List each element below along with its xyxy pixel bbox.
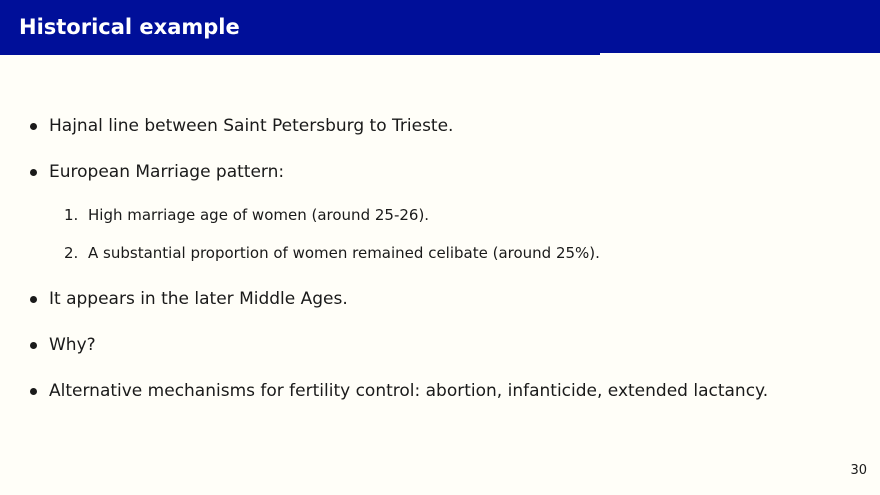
bullet-dot-icon bbox=[30, 388, 37, 395]
bullet-dot-icon bbox=[30, 123, 37, 130]
page-number: 30 bbox=[850, 463, 867, 478]
numbered-text: High marriage age of women (around 25-26). bbox=[88, 206, 430, 224]
title-underline bbox=[0, 53, 600, 55]
title-bar bbox=[0, 0, 880, 53]
bullet-dot-icon bbox=[30, 342, 37, 349]
bullet-text: Hajnal line between Saint Petersburg to Trieste. bbox=[49, 116, 454, 136]
bullet-dot-icon bbox=[30, 169, 37, 176]
bullet-text: It appears in the later Middle Ages. bbox=[49, 289, 348, 309]
bullet-text: Alternative mechanisms for fertility control: abortion, infanticide, extended lactancy. bbox=[49, 381, 769, 401]
numbered-marker: 2. bbox=[64, 244, 79, 262]
bullet-text: European Marriage pattern: bbox=[49, 162, 285, 182]
bullet-text: Why? bbox=[49, 335, 96, 355]
slide-title: Historical example bbox=[19, 15, 240, 39]
numbered-text: A substantial proportion of women remained celibate (around 25%). bbox=[88, 244, 600, 262]
bullet-dot-icon bbox=[30, 296, 37, 303]
numbered-marker: 1. bbox=[64, 206, 79, 224]
